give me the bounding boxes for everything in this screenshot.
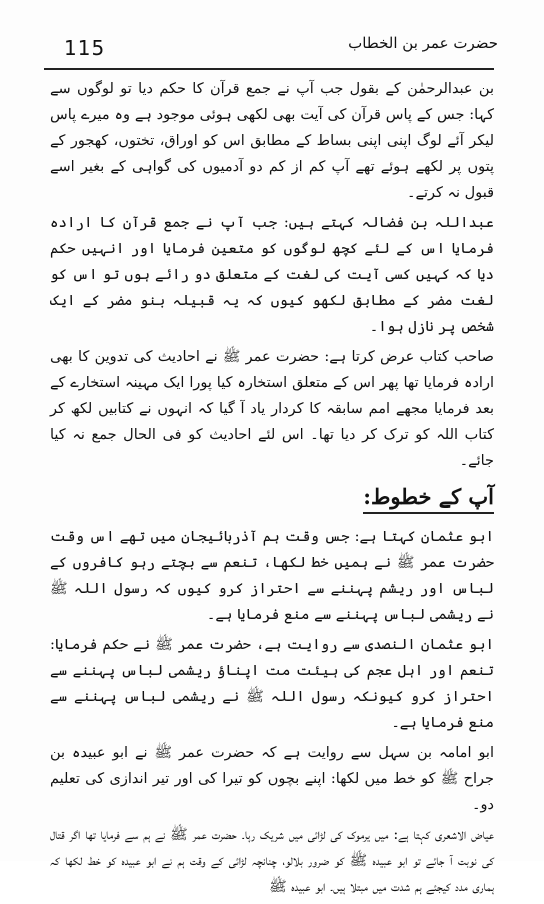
paragraph-abu-uthman-nasdi: ابو عثمان النصدی سے روایت ہے، حضرت عمر ﷺ نے حکم فرمایا: تنعم اور اہل عجم کی ہیئت مت اپناؤ ریشمی لباس پہننے سے احتراز کرو کیونکہ رسول اللہ ﷺ نے ریشمی لباس پہننے سے منع فرمایا ہے۔ — [50, 637, 494, 731]
page-number: 115 — [64, 36, 106, 60]
paragraph-author-note: صاحب کتاب عرض کرتا ہے: حضرت عمر ﷺ نے احادیث کی تدوین کا بھی ارادہ فرمایا تھا پھر اس کے متعلق استخارہ کیا پورا ایک مہینہ استخارے کے بعد فرمایا مجھے امم سابقہ کا کردار یاد آ گیا کہ انہوں نے کتابیں لکھ کر کتاب اللہ کو ترک کر دیا تھا۔ اس لئے احادیث کو فی الحال جمع نہ کیا جائے۔ — [50, 349, 494, 469]
paragraph-abu-umama: ابو امامہ بن سہل سے روایت ہے کہ حضرت عمر ﷺ نے ابو عبیدہ بن جراح ﷺ کو خط میں لکھا: اپنے بچوں کو تیرا کی اور تیر اندازی کی تعلیم دو۔ — [50, 745, 494, 813]
page-body — [50, 76, 494, 904]
paragraph-quran-compilation: بن عبدالرحمٰن کے بقول جب آپ نے جمع قرآن کا حکم دیا تو لوگوں سے کہا: جس کے پاس قرآن کی آیت بھی لکھی ہوئی موجود ہے وہ میرے پاس لیکر آئے لوگ اپنی اپنی بساط کے مطابق اس کو اوراق، تختوں، کھجور کے پتوں پر لکھے ہوئے تھے آپ کم از کم دو آدمیوں کی گواہی کے بغیر اسے قبول نہ کرتے۔ — [50, 81, 494, 201]
header-rule — [44, 68, 494, 70]
paragraph-abdullah-bin-fadala: عبداللہ بن فضالہ کہتے ہیں: جب آپ نے جمع قرآن کا ارادہ فرمایا اس کے لئے کچھ لوگوں کو متعین فرمایا اور انہیں حکم دیا کہ کہیں کسی آیت کی لغت کے متعلق دو رائے ہوں تو اس کو لغت مضر کے مطابق لکھو کیوں کہ یہ قبیلہ بنو مضر کے ایک شخص پر نازل ہوا۔ — [50, 215, 494, 335]
paragraph-iyad-ashari: عیاض الاشعری کہتا ہے: میں یرموک کی لڑائی میں شریک رہا۔ حضرت عمر ﷺ نے ہم سے فرمایا تھا اگر قتال کی نوبت آ جائے تو ابو عبیدہ ﷺ کو ضرور بلالو، چنانچہ لڑائی کے وقت ہم نے ابو عبیدہ کو خط لکھا کہ ہماری مدد کیجئے ہم شدت میں مبتلا ہیں۔ ابو عبیدہ ﷺ — [50, 827, 494, 895]
page-header — [42, 28, 502, 68]
paragraph-abu-uthman: ابو عثمان کہتا ہے: جس وقت ہم آذربائیجان میں تھے اس وقت حضرت عمر ﷺ نے ہمیں خط لکھا، تنعم سے بچتے رہو کافروں کے لباس اور ریشم پہننے سے احتراز کرو کیوں کہ رسول اللہ ﷺ نے ریشمی لباس پہننے سے منع فرمایا ہے۔ — [50, 529, 494, 623]
running-title: حضرت عمر بن الخطاب — [348, 34, 498, 52]
section-heading: آپ کے خطوط: — [363, 484, 494, 514]
